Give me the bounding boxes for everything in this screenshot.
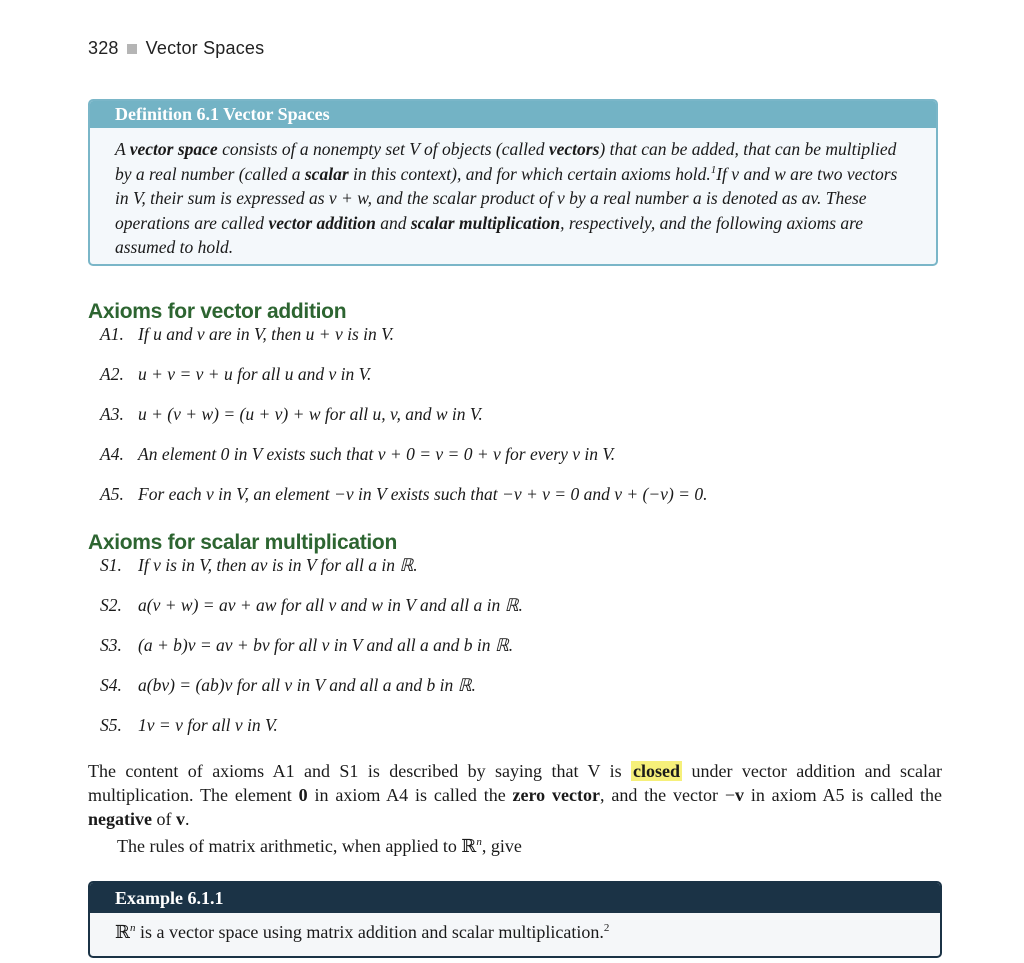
- axiom-text: 1v = v for all v in V.: [138, 715, 278, 735]
- rules-line: [117, 836, 522, 857]
- definition-text: If v and w are two vectors in V, their sum is expressed as v + w, and the scalar product of v by a real number a is denoted as av. These operations are called: [115, 163, 898, 233]
- axiom-label: A5.: [100, 484, 124, 504]
- zero-symbol: 0: [298, 785, 308, 805]
- superscript-n: n: [476, 836, 482, 848]
- footnote-marker[interactable]: 1: [710, 163, 717, 176]
- term-scalar: scalar: [304, 163, 349, 184]
- term-zero-vector: zero vector: [512, 785, 600, 805]
- paragraph-text: of: [151, 809, 176, 829]
- definition-text: , respectively, and the following axioms are assumed to hold.: [115, 212, 864, 257]
- axiom-s3: [100, 635, 513, 656]
- paragraph-text: in axiom A5 is called the: [743, 785, 942, 805]
- term-vector-addition: vector addition: [268, 212, 376, 233]
- axiom-label: S4.: [100, 675, 122, 695]
- axiom-a2: [100, 364, 371, 385]
- axiom-text: a(v + w) = av + aw for all v and w in V and all a in ℝ.: [138, 595, 523, 615]
- axiom-label: S1.: [100, 555, 122, 575]
- axiom-text: a(bv) = (ab)v for all v in V and all a and b in ℝ.: [138, 675, 476, 695]
- axiom-label: S2.: [100, 595, 122, 615]
- axiom-label: A3.: [100, 404, 124, 424]
- definition-title: Definition 6.1 Vector Spaces: [90, 101, 936, 128]
- axiom-label: S3.: [100, 635, 122, 655]
- axiom-label: A4.: [100, 444, 124, 464]
- axiom-a4: [100, 444, 615, 465]
- axiom-label: A2.: [100, 364, 124, 384]
- paragraph-text: .: [184, 809, 190, 829]
- example-symbol: ℝ: [115, 922, 130, 942]
- axiom-label: A1.: [100, 324, 124, 344]
- definition-text: ) that can be added, that can be multiplied by a real number (called a: [115, 139, 897, 184]
- paragraph-text: The content of axioms A1 and S1 is described by saying that V is: [88, 761, 632, 781]
- axiom-text: An element 0 in V exists such that v + 0 = v = 0 + v for every v in V.: [138, 444, 616, 464]
- axiom-text: (a + b)v = av + bv for all v in V and all a and b in ℝ.: [138, 635, 514, 655]
- example-title: Example 6.1.1: [90, 883, 940, 913]
- term-vectors: vectors: [548, 139, 600, 159]
- running-header: [88, 38, 264, 59]
- definition-text: in this context), and for which certain axioms hold.: [348, 163, 711, 184]
- addition-heading: Axioms for vector addition: [88, 300, 347, 323]
- example-text: is a vector space using matrix addition and scalar multiplication.: [135, 922, 604, 942]
- closure-paragraph: [88, 759, 942, 831]
- definition-body: [90, 128, 936, 260]
- definition-text: and: [375, 212, 411, 233]
- axiom-s5: [100, 715, 278, 736]
- vector-symbol: v: [734, 785, 744, 805]
- rules-text-tail: , give: [481, 836, 522, 856]
- example-box: [88, 881, 942, 958]
- section-name: Vector Spaces: [145, 38, 265, 58]
- term-negative: negative: [88, 809, 152, 829]
- axiom-text: u + v = v + u for all u and v in V.: [138, 364, 372, 384]
- axiom-a3: [100, 404, 483, 425]
- term-vector-space: vector space: [129, 139, 218, 159]
- superscript-n: n: [129, 922, 136, 934]
- scalar-heading: Axioms for scalar multiplication: [88, 531, 397, 554]
- axiom-text: u + (v + w) = (u + v) + w for all u, v, and w in V.: [138, 404, 483, 424]
- definition-text: A: [115, 139, 130, 159]
- axiom-text: If v is in V, then av is in V for all a in ℝ.: [138, 555, 418, 575]
- paragraph-text: in axiom A4 is called the: [307, 785, 513, 805]
- page-number: 328: [88, 38, 119, 58]
- axiom-s1: [100, 555, 418, 576]
- axiom-text: For each v in V, an element −v in V exists such that −v + v = 0 and v + (−v) = 0.: [138, 484, 708, 504]
- example-body: [90, 913, 940, 943]
- axiom-text: If u and v are in V, then u + v is in V.: [138, 324, 394, 344]
- definition-box: [88, 99, 938, 266]
- rules-text: The rules of matrix arithmetic, when applied to ℝ: [117, 836, 477, 856]
- axiom-a1: [100, 324, 394, 345]
- vector-symbol: v: [175, 809, 185, 829]
- axiom-s2: [100, 595, 523, 616]
- header-separator-icon: [127, 44, 137, 54]
- axiom-label: S5.: [100, 715, 122, 735]
- paragraph-text: under vector addition and scalar multiplication. The element: [88, 761, 943, 805]
- axiom-s4: [100, 675, 476, 696]
- definition-text: consists of a nonempty set V of objects (called: [217, 139, 549, 159]
- footnote-marker[interactable]: 2: [603, 922, 610, 934]
- term-scalar-multiplication: scalar multiplication: [410, 212, 561, 233]
- paragraph-text: , and the vector −: [599, 785, 735, 805]
- axiom-a5: [100, 484, 707, 505]
- highlighted-term-closed: closed: [633, 761, 681, 781]
